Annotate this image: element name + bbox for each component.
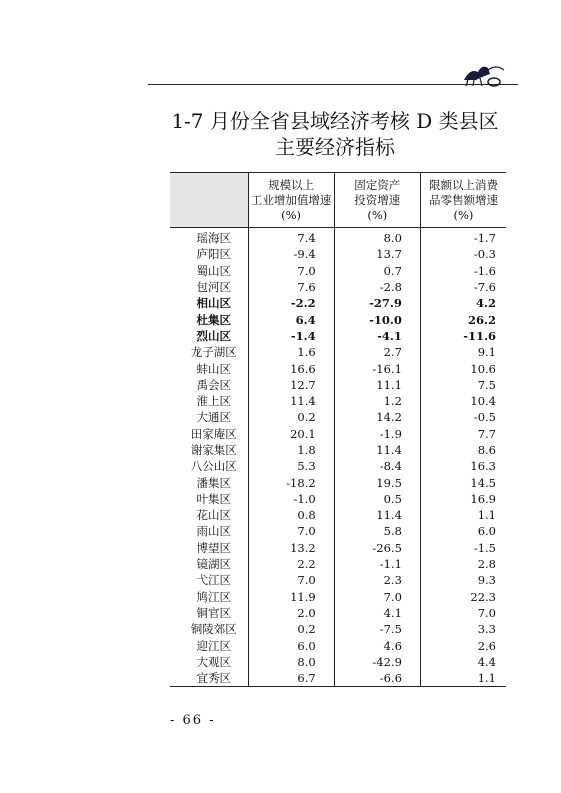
investment-growth-cell: -27.9 <box>334 295 420 311</box>
district-name-cell: 龙子湖区 <box>190 345 237 360</box>
district-name-cell: 大通区 <box>196 410 231 425</box>
retail-growth-cell: 2.6 <box>420 637 506 653</box>
district-name-cell: 杜集区 <box>196 312 231 327</box>
table-row <box>170 228 506 247</box>
table-row <box>170 458 506 474</box>
retail-growth-cell: 16.3 <box>420 458 506 474</box>
industrial-growth-cell: -2.2 <box>248 295 334 311</box>
industrial-growth-cell: 2.0 <box>248 605 334 621</box>
retail-growth-cell: 10.6 <box>420 360 506 376</box>
retail-growth-cell: -0.3 <box>420 246 506 262</box>
retail-growth-cell: 7.0 <box>420 605 506 621</box>
table-row <box>170 377 506 393</box>
table-row <box>170 572 506 588</box>
indicator-table <box>170 172 506 687</box>
industrial-growth-cell: 0.8 <box>248 507 334 523</box>
district-name-cell: 宜秀区 <box>170 670 248 687</box>
industrial-growth-cell: 7.4 <box>248 228 334 247</box>
table-row <box>170 637 506 653</box>
retail-growth-cell: 9.1 <box>420 344 506 360</box>
header-unit: (%) <box>367 207 388 222</box>
retail-growth-cell: 9.3 <box>420 572 506 588</box>
industrial-growth-cell: 0.2 <box>248 409 334 425</box>
table-row <box>170 426 506 442</box>
table-row <box>170 654 506 670</box>
investment-growth-cell: 11.4 <box>334 442 420 458</box>
district-name-cell: 田家庵区 <box>190 426 237 441</box>
retail-growth-cell: -7.6 <box>420 279 506 295</box>
investment-growth-cell: 8.0 <box>334 228 420 247</box>
header-industrial <box>248 173 334 228</box>
table-row <box>170 621 506 637</box>
table-row <box>170 556 506 572</box>
district-name-cell: 雨山区 <box>196 524 231 539</box>
investment-growth-cell: 4.6 <box>334 637 420 653</box>
investment-growth-cell: 19.5 <box>334 474 420 490</box>
district-name-cell: 鸠江区 <box>196 589 231 604</box>
header-unit: (%) <box>453 207 474 222</box>
retail-growth-cell: 4.4 <box>420 654 506 670</box>
district-name-cell: 庐阳区 <box>196 247 231 262</box>
industrial-growth-cell: -18.2 <box>248 474 334 490</box>
district-name-cell: 叶集区 <box>196 491 231 506</box>
industrial-growth-cell: -9.4 <box>248 246 334 262</box>
retail-growth-cell: -0.5 <box>420 409 506 425</box>
table-row <box>170 279 506 295</box>
table-row <box>170 246 506 262</box>
retail-growth-cell: 2.8 <box>420 556 506 572</box>
table-row <box>170 540 506 556</box>
industrial-growth-cell: 8.0 <box>248 654 334 670</box>
investment-growth-cell: -16.1 <box>334 360 420 376</box>
retail-growth-cell: -1.6 <box>420 263 506 279</box>
industrial-growth-cell: -1.0 <box>248 491 334 507</box>
investment-growth-cell: -10.0 <box>334 311 420 327</box>
retail-growth-cell: 14.5 <box>420 474 506 490</box>
investment-growth-cell: 2.7 <box>334 344 420 360</box>
page-subtitle: 主要经济指标 <box>275 135 395 159</box>
table-row <box>170 507 506 523</box>
table-row <box>170 442 506 458</box>
investment-growth-cell: 7.0 <box>334 589 420 605</box>
investment-growth-cell: -42.9 <box>334 654 420 670</box>
district-name-cell: 镜湖区 <box>196 557 231 572</box>
retail-growth-cell: -1.7 <box>420 228 506 247</box>
header-line: 工业增加值增速 <box>250 192 332 207</box>
header-line: 固定资产 <box>354 177 401 192</box>
retail-growth-cell: 1.1 <box>420 670 506 687</box>
investment-growth-cell: 0.5 <box>334 491 420 507</box>
header-unit: (%) <box>281 207 302 222</box>
industrial-growth-cell: 7.6 <box>248 279 334 295</box>
investment-growth-cell: -26.5 <box>334 540 420 556</box>
retail-growth-cell: -11.6 <box>420 328 506 344</box>
header-line: 限额以上消费 <box>428 177 498 192</box>
table-row <box>170 589 506 605</box>
table-row <box>170 360 506 376</box>
investment-growth-cell: 13.7 <box>334 246 420 262</box>
district-name-cell: 包河区 <box>196 280 231 295</box>
district-name-cell: 淮上区 <box>196 394 231 409</box>
table-header-row <box>170 173 506 228</box>
industrial-growth-cell: 6.7 <box>248 670 334 687</box>
page-title: 1-7 月份全省县域经济考核 D 类县区 <box>171 109 499 133</box>
district-name-cell: 铜官区 <box>196 605 231 620</box>
industrial-growth-cell: 12.7 <box>248 377 334 393</box>
table-row <box>170 523 506 539</box>
table-row <box>170 670 506 687</box>
header-line: 投资增速 <box>354 192 401 207</box>
industrial-growth-cell: 11.4 <box>248 393 334 409</box>
industrial-growth-cell: 7.0 <box>248 523 334 539</box>
industrial-growth-cell: 6.4 <box>248 311 334 327</box>
retail-growth-cell: 22.3 <box>420 589 506 605</box>
industrial-growth-cell: 13.2 <box>248 540 334 556</box>
investment-growth-cell: 5.8 <box>334 523 420 539</box>
retail-growth-cell: 7.7 <box>420 426 506 442</box>
district-name-cell: 博望区 <box>196 540 231 555</box>
retail-growth-cell: 3.3 <box>420 621 506 637</box>
retail-growth-cell: -1.5 <box>420 540 506 556</box>
investment-growth-cell: 11.1 <box>334 377 420 393</box>
district-name-cell: 八公山区 <box>190 459 237 474</box>
table-row <box>170 263 506 279</box>
district-name-cell: 谢家集区 <box>190 443 237 457</box>
district-name-cell: 迎江区 <box>196 638 231 653</box>
investment-growth-cell: 4.1 <box>334 605 420 621</box>
retail-growth-cell: 26.2 <box>420 311 506 327</box>
retail-growth-cell: 4.2 <box>420 295 506 311</box>
industrial-growth-cell: 11.9 <box>248 589 334 605</box>
industrial-growth-cell: 16.6 <box>248 360 334 376</box>
industrial-growth-cell: 20.1 <box>248 426 334 442</box>
retail-growth-cell: 10.4 <box>420 393 506 409</box>
table-body <box>170 228 506 687</box>
header-blank-cell <box>170 173 248 228</box>
district-name-cell: 蚌山区 <box>196 361 231 376</box>
table-row <box>170 393 506 409</box>
header-line: 品零售额增速 <box>428 192 498 207</box>
district-name-cell: 潘集区 <box>196 475 231 490</box>
investment-growth-cell: 11.4 <box>334 507 420 523</box>
table-row <box>170 295 506 311</box>
industrial-growth-cell: 0.2 <box>248 621 334 637</box>
district-name-cell: 花山区 <box>196 508 231 523</box>
retail-growth-cell: 7.5 <box>420 377 506 393</box>
district-name-cell: 禹会区 <box>196 377 231 392</box>
header-retail <box>420 173 506 228</box>
retail-growth-cell: 16.9 <box>420 491 506 507</box>
investment-growth-cell: 1.2 <box>334 393 420 409</box>
table-row <box>170 491 506 507</box>
investment-growth-cell: -6.6 <box>334 670 420 687</box>
retail-growth-cell: 1.1 <box>420 507 506 523</box>
header-investment <box>334 173 420 228</box>
retail-growth-cell: 6.0 <box>420 523 506 539</box>
district-name-cell: 瑶海区 <box>196 231 231 246</box>
investment-growth-cell: -1.1 <box>334 556 420 572</box>
industrial-growth-cell: 2.2 <box>248 556 334 572</box>
industrial-growth-cell: 1.6 <box>248 344 334 360</box>
district-name-cell: 蜀山区 <box>196 263 231 278</box>
industrial-growth-cell: 6.0 <box>248 637 334 653</box>
investment-growth-cell: 0.7 <box>334 263 420 279</box>
industrial-growth-cell: 7.0 <box>248 572 334 588</box>
district-name-cell: 大观区 <box>196 654 231 669</box>
district-name-cell: 相山区 <box>196 296 231 311</box>
table-row <box>170 311 506 327</box>
retail-growth-cell: 8.6 <box>420 442 506 458</box>
investment-growth-cell: -8.4 <box>334 458 420 474</box>
district-name-cell: 弋江区 <box>196 573 231 588</box>
investment-growth-cell: -2.8 <box>334 279 420 295</box>
investment-growth-cell: -1.9 <box>334 426 420 442</box>
district-name-cell: 铜陵郊区 <box>190 622 237 637</box>
industrial-growth-cell: 5.3 <box>248 458 334 474</box>
table-row <box>170 409 506 425</box>
table-row <box>170 328 506 344</box>
header-line: 规模以上 <box>268 177 315 192</box>
industrial-growth-cell: 7.0 <box>248 263 334 279</box>
investment-growth-cell: -4.1 <box>334 328 420 344</box>
horse-chariot-icon <box>460 60 508 88</box>
investment-growth-cell: 2.3 <box>334 572 420 588</box>
investment-growth-cell: -7.5 <box>334 621 420 637</box>
industrial-growth-cell: 1.8 <box>248 442 334 458</box>
page-number: - 66 - <box>170 713 216 728</box>
district-name-cell: 烈山区 <box>196 328 231 343</box>
industrial-growth-cell: -1.4 <box>248 328 334 344</box>
table-row <box>170 344 506 360</box>
investment-growth-cell: 14.2 <box>334 409 420 425</box>
table-row <box>170 605 506 621</box>
table-row <box>170 474 506 490</box>
